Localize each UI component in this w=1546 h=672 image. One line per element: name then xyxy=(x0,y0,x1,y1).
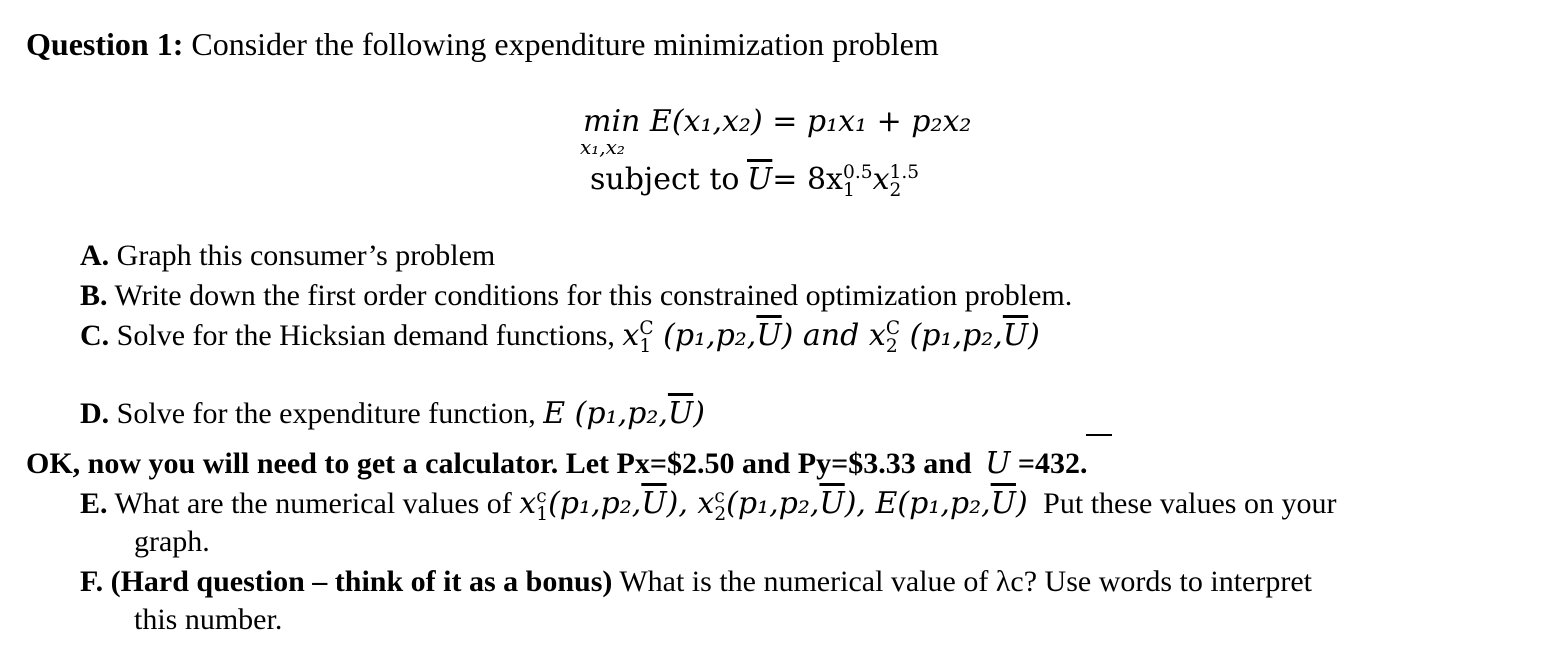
part-c xyxy=(80,318,1040,355)
calculator-u-bar: U xyxy=(985,446,1011,481)
part-f-text: What is the numerical value of λc? Use words to interpret xyxy=(619,565,1312,598)
expenditure-function: E $(p_1,p_2,\overline{U})$ xyxy=(543,396,705,431)
x1-exponent: 0.5 1 xyxy=(842,161,873,201)
x2-symbol: x xyxy=(872,162,890,197)
part-a-text: Graph this consumer’s problem xyxy=(116,239,496,272)
part-c-label: C. xyxy=(80,319,110,352)
calculator-u-value: =432. xyxy=(1017,447,1088,480)
part-b-text: Write down the first order conditions for this constrained optimization problem. xyxy=(114,279,1073,312)
part-f-continuation: this number. xyxy=(134,603,283,636)
x2-exponent: 1.5 2 xyxy=(889,161,920,201)
part-a xyxy=(80,238,495,274)
question-heading xyxy=(26,26,939,62)
subject-to-text: subject to xyxy=(590,162,740,197)
part-e-label: E. xyxy=(80,487,108,520)
part-d-text: Solve for the expenditure function, xyxy=(116,397,536,430)
part-d-label: D. xyxy=(80,397,110,430)
constraint-rhs: = 8x xyxy=(772,162,843,197)
calculator-note xyxy=(26,446,1088,482)
part-e-tail: Put these values on your xyxy=(1043,487,1337,520)
part-b xyxy=(80,278,1072,314)
objective-function: E(x₁,x₂) = p₁x₁ + p₂x₂ xyxy=(649,104,972,139)
question-label: Question 1: xyxy=(26,26,184,62)
part-b-label: B. xyxy=(80,279,108,312)
calculator-note-text: OK, now you will need to get a calculator. Let Px=$2.50 and Py=$3.33 and xyxy=(26,447,972,480)
objective-line xyxy=(583,104,971,140)
part-f xyxy=(80,564,1312,600)
part-f-bonus: (Hard question – think of it as a bonus) xyxy=(110,565,613,598)
part-d xyxy=(80,396,705,432)
min-operator: min xyxy=(583,104,641,139)
part-e-continuation: graph. xyxy=(134,525,210,558)
u-overline xyxy=(1086,434,1112,436)
constraint-line xyxy=(590,162,919,199)
part-f-label: F. xyxy=(80,565,104,598)
numerical-values-expression: x c 1 $(p_1,p_2,\overline{U})$, x c 2 $(p_1,p_2,\overline{U})$, $E(p_1,p_2,\overline{U})$ xyxy=(519,485,1028,525)
u-bar: $\overline{U}$ xyxy=(747,162,773,197)
part-a-label: A. xyxy=(80,239,110,272)
min-subscript: x₁,x₂ xyxy=(580,135,625,159)
question-intro: Consider the following expenditure minimization problem xyxy=(191,26,939,62)
part-c-text: Solve for the Hicksian demand functions, xyxy=(116,319,615,352)
hicksian-x1: x C 1 $(p_1,p_2,\overline{U})$ and x C 2 $(p_1,p_2,\overline{U})$ xyxy=(622,317,1040,357)
part-e-text: What are the numerical values of xyxy=(114,487,512,520)
part-e xyxy=(80,486,1336,523)
